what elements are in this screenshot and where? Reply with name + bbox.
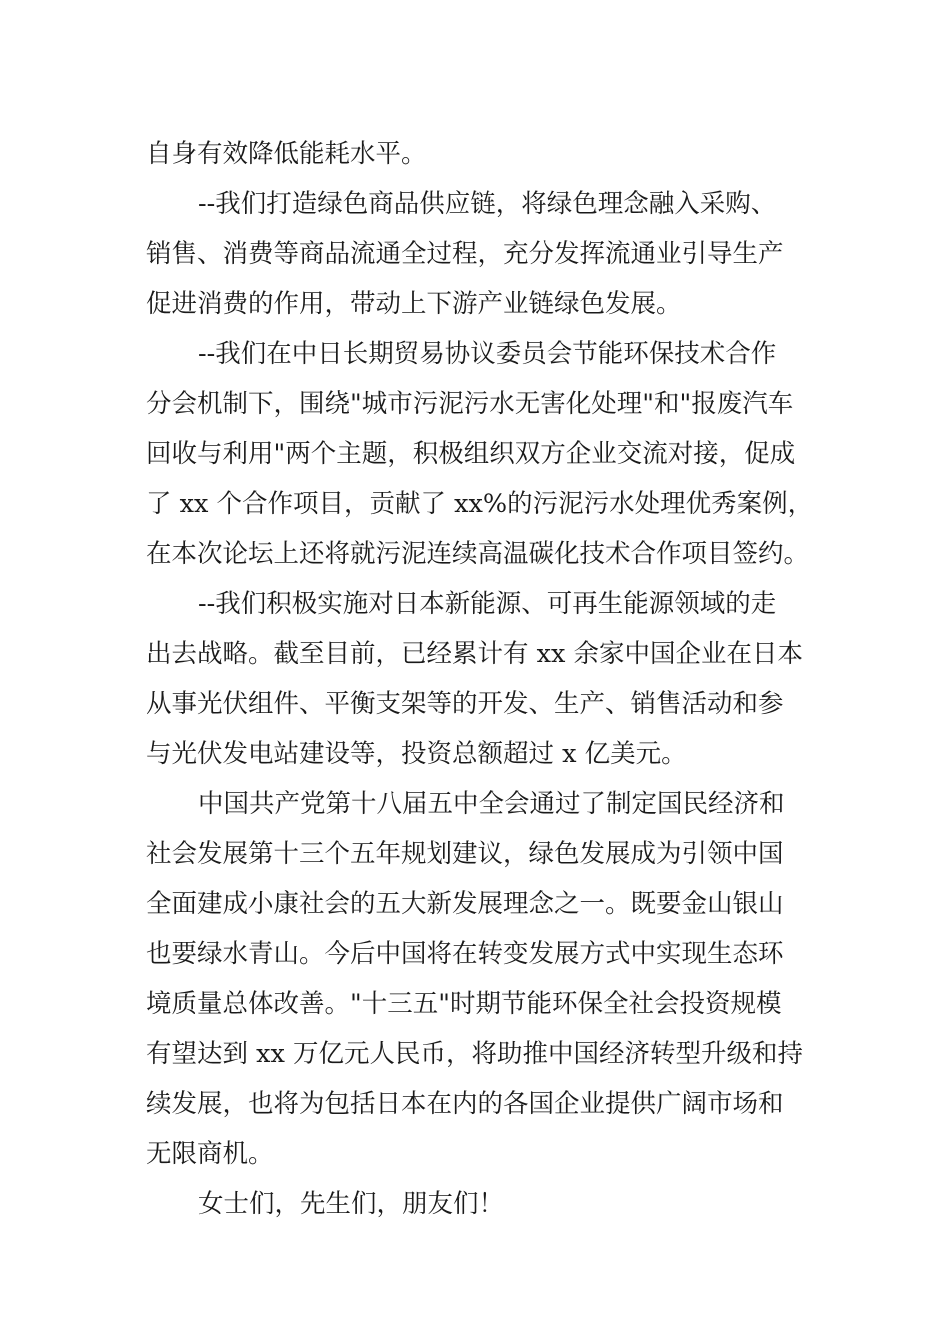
line-text: 也要绿水青山。今后中国将在转变发展方式中实现生态环: [146, 939, 784, 969]
text-line: [0, 534, 950, 574]
line-text: 中国共产党第十八届五中全会通过了制定国民经济和: [198, 789, 785, 819]
line-text: 有望达到 xx 万亿元人民币，将助推中国经济转型升级和持: [146, 1039, 803, 1069]
line-text: 与光伏发电站建设等，投资总额超过 x 亿美元。: [146, 739, 687, 769]
text-line: [0, 984, 950, 1024]
line-text: 社会发展第十三个五年规划建议，绿色发展成为引领中国: [146, 839, 784, 869]
line-text: 在本次论坛上还将就污泥连续高温碳化技术合作项目签约。: [146, 539, 810, 569]
text-line: [0, 284, 950, 324]
text-line: [0, 584, 950, 624]
line-text: --我们积极实施对日本新能源、可再生能源领域的走: [198, 589, 777, 619]
line-text: 回收与利用"两个主题，积极组织双方企业交流对接，促成: [146, 439, 796, 469]
text-line: [0, 934, 950, 974]
line-text: --我们在中日长期贸易协议委员会节能环保技术合作: [198, 339, 777, 369]
line-text: 从事光伏组件、平衡支架等的开发、生产、销售活动和参: [146, 689, 784, 719]
text-line: [0, 884, 950, 924]
line-text: 销售、消费等商品流通全过程，充分发挥流通业引导生产: [146, 239, 784, 269]
text-line: [0, 484, 950, 524]
text-line: [0, 234, 950, 274]
text-line: [0, 784, 950, 824]
text-line: [0, 134, 950, 174]
line-text: 了 xx 个合作项目，贡献了 xx%的污泥污水处理优秀案例，: [146, 489, 814, 519]
line-text: 全面建成小康社会的五大新发展理念之一。既要金山银山: [146, 889, 784, 919]
text-line: [0, 1084, 950, 1124]
text-line: [0, 434, 950, 474]
text-line: [0, 184, 950, 224]
line-text: 出去战略。截至目前，已经累计有 xx 余家中国企业在日本: [146, 639, 803, 669]
text-line: [0, 1184, 950, 1224]
text-line: [0, 634, 950, 674]
line-text: 无限商机。: [146, 1139, 274, 1169]
line-text: --我们打造绿色商品供应链，将绿色理念融入采购、: [198, 189, 777, 219]
text-line: [0, 734, 950, 774]
line-text: 女士们，先生们，朋友们！: [198, 1189, 505, 1219]
line-text: 促进消费的作用，带动上下游产业链绿色发展。: [146, 289, 682, 319]
text-line: [0, 1134, 950, 1174]
text-line: [0, 334, 950, 374]
line-text: 境质量总体改善。"十三五"时期节能环保全社会投资规模: [146, 989, 782, 1019]
line-text: 续发展，也将为包括日本在内的各国企业提供广阔市场和: [146, 1089, 784, 1119]
line-text: 自身有效降低能耗水平。: [146, 139, 427, 169]
text-line: [0, 1034, 950, 1074]
line-text: 分会机制下，围绕"城市污泥污水无害化处理"和"报废汽车: [146, 389, 794, 419]
text-line: [0, 384, 950, 424]
text-line: [0, 834, 950, 874]
text-line: [0, 684, 950, 724]
